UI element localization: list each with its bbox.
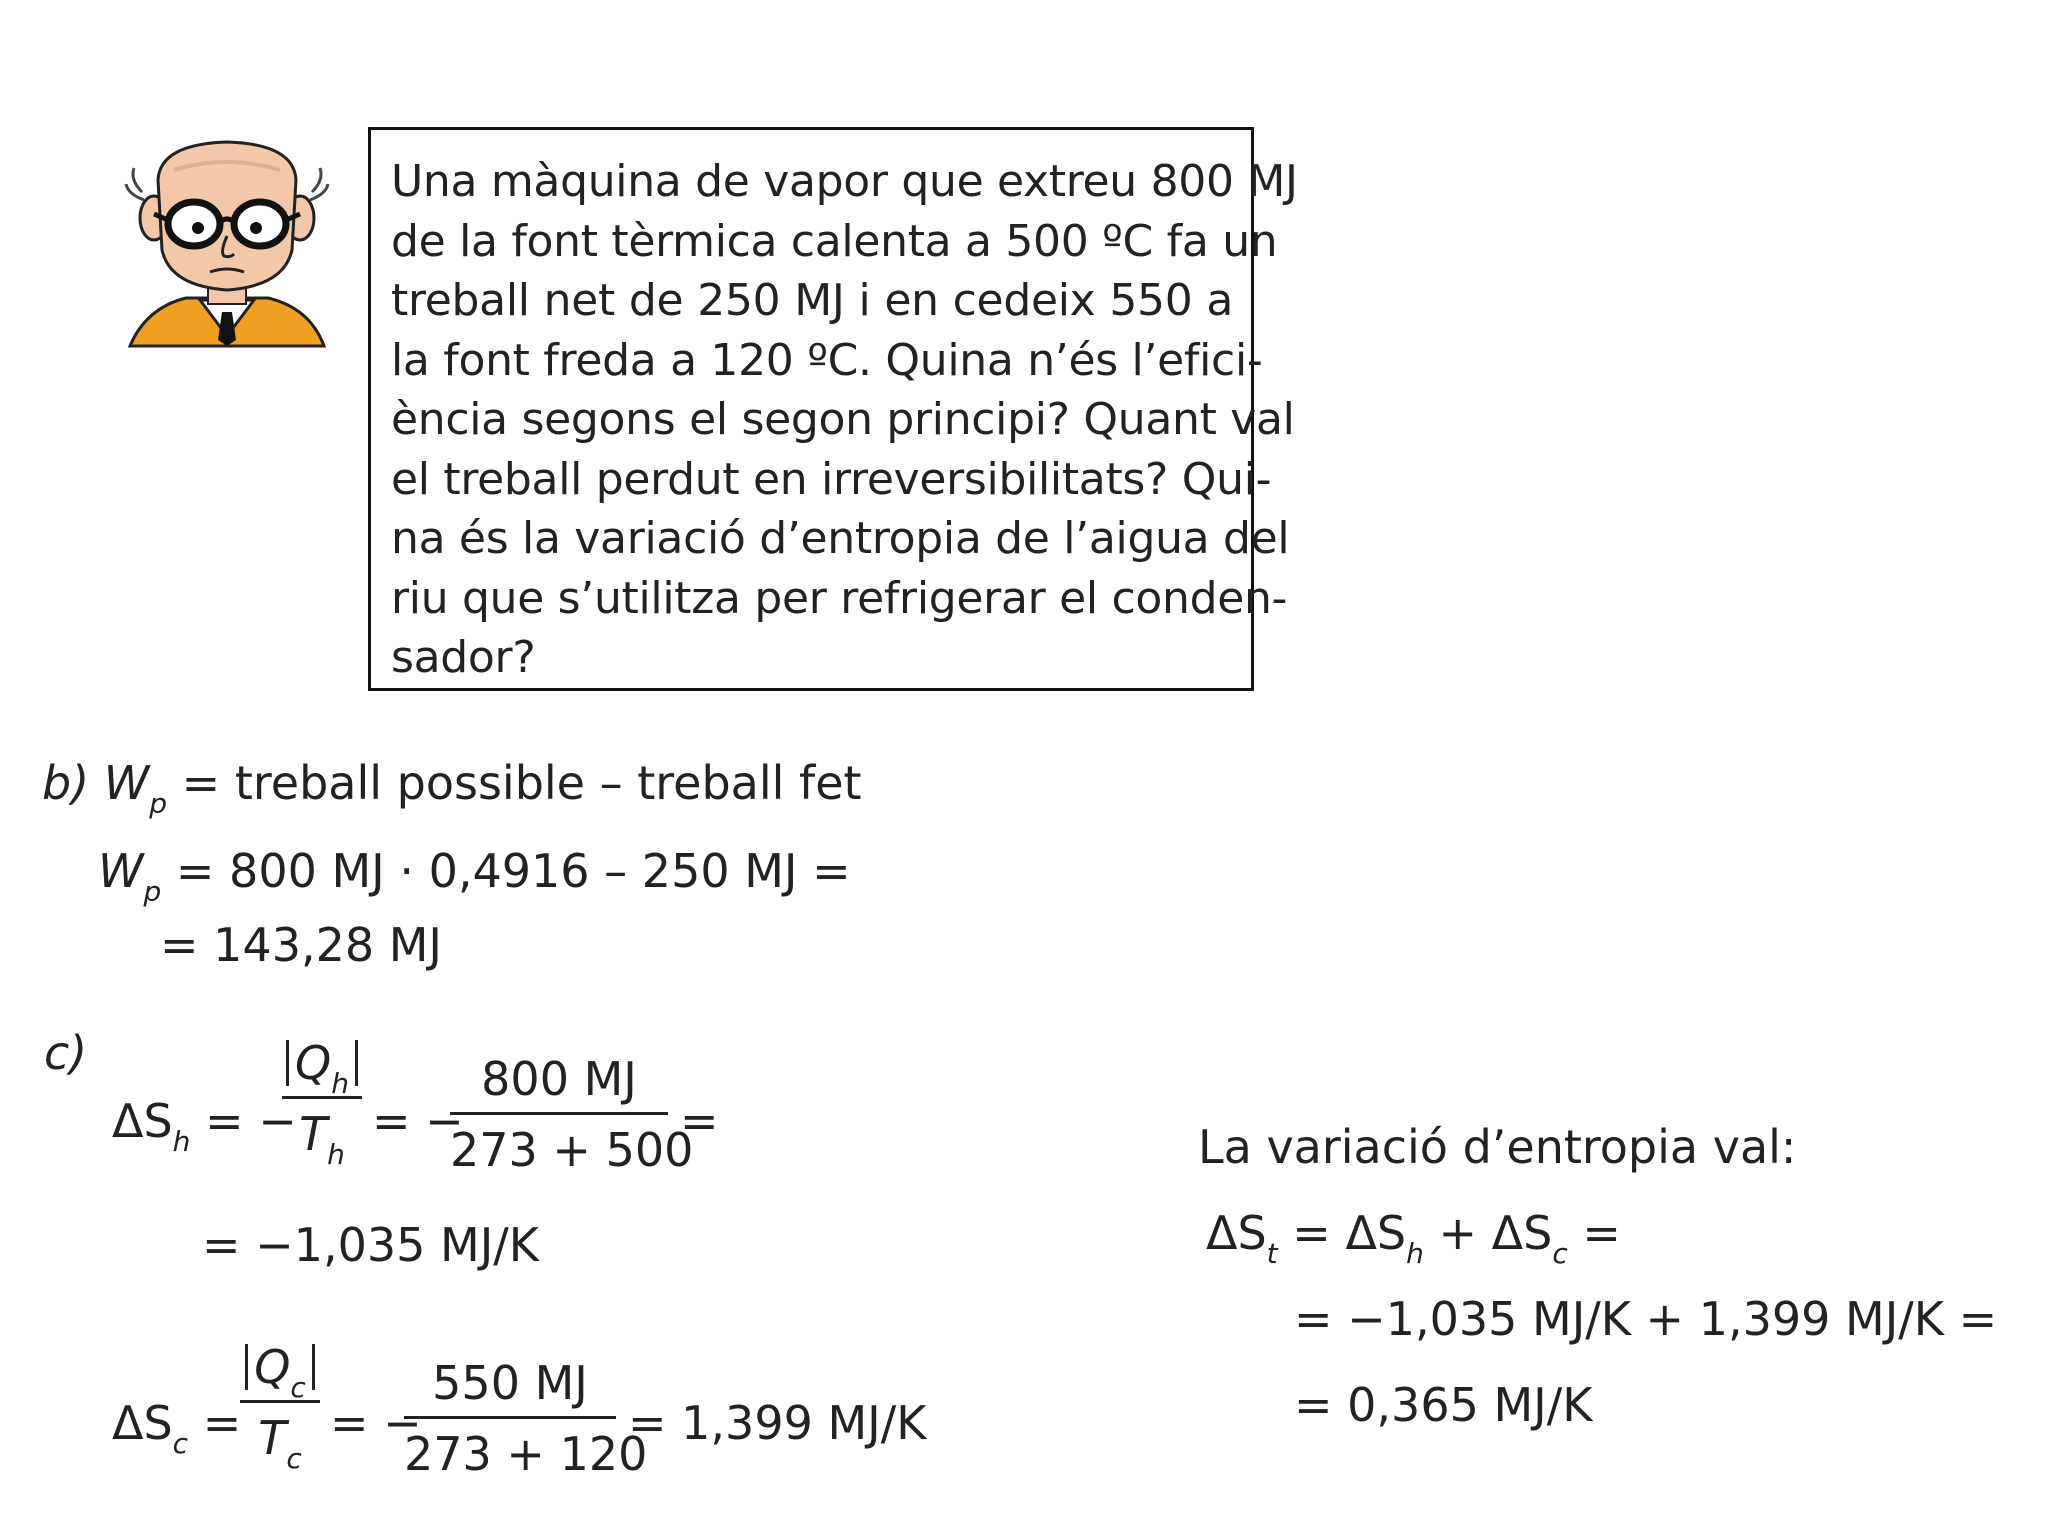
part-b-calculation: = 800 MJ · 0,4916 – 250 MJ = [175,844,851,898]
fraction-qh-over-th [282,1036,362,1171]
fraction-550-over-393 [404,1356,648,1481]
temperature-symbol: T [258,1411,287,1465]
delta-s-symbol: ΔS [1491,1206,1553,1260]
delta-s-symbol: ΔS [112,1094,173,1148]
problem-line: na és la variació d’entropia de l’aigua del [391,513,1290,564]
delta-s-symbol: ΔS [112,1396,173,1450]
equals-sign: = [680,1094,719,1148]
work-variable: W [103,756,150,810]
numerator: 550 MJ [432,1356,588,1410]
denominator: 273 + 120 [404,1427,648,1481]
work-variable: W [98,844,144,898]
denominator: 273 + 500 [450,1123,694,1177]
delta-s-h-result: = −1,035 MJ/K [202,1218,539,1272]
problem-line: ència segons el segon principi? Quant val [391,394,1295,445]
problem-line: de la font tèrmica calenta a 500 ºC fa un [391,215,1278,267]
part-b-line-1 [42,756,862,820]
subscript-h: h [172,1125,191,1158]
fraction-800-over-773 [450,1052,694,1177]
total-entropy-sum [1206,1206,1621,1270]
delta-s-c-lhs [112,1396,242,1460]
total-entropy-label: La variació d’entropia val: [1198,1120,1797,1174]
scientist-avatar [124,140,330,348]
minus-sign: − [383,1396,422,1450]
equals-sign: = [202,1396,242,1450]
subscript-h: h [1406,1237,1424,1270]
minus-sign: − [258,1094,297,1148]
problem-line: el treball perdut en irreversibilitats? Qui- [391,453,1272,505]
part-b-definition: = treball possible – treball fet [181,756,862,810]
delta-s-c-result: = 1,399 MJ/K [628,1396,927,1450]
delta-s-symbol: ΔS [1206,1206,1267,1260]
total-entropy-calculation: = −1,035 MJ/K + 1,399 MJ/K = [1294,1292,1998,1346]
temperature-symbol: T [299,1107,328,1161]
part-b-result: = 143,28 MJ [160,918,442,972]
problem-line: riu que s’utilitza per refrigerar el conden- [391,572,1288,624]
numerator: 800 MJ [481,1052,637,1106]
heat-symbol: Q [254,1340,291,1394]
subscript-h: h [327,1138,345,1171]
equals-sign: = [1292,1206,1331,1260]
work-subscript: p [143,875,162,908]
subscript-c: c [172,1427,189,1460]
problem-line: sador? [391,632,536,683]
total-entropy-result: = 0,365 MJ/K [1294,1378,1593,1432]
part-b-label: b) [42,756,90,810]
subscript-h: h [331,1067,349,1100]
work-subscript: p [149,787,168,820]
subscript-c: c [290,1371,306,1404]
equals-sign: = [205,1094,244,1148]
problem-statement-box [368,127,1298,691]
subscript-c: c [1552,1237,1568,1270]
subscript-t: t [1266,1237,1278,1270]
delta-s-h-lhs [112,1094,297,1158]
delta-s-symbol: ΔS [1345,1206,1407,1260]
heat-symbol: Q [295,1036,332,1090]
part-c-label: c) [44,1026,88,1080]
problem-line: treball net de 250 MJ i en cedeix 550 a [391,275,1233,326]
equals-sign: = [1582,1206,1621,1260]
minus-sign: − [425,1094,464,1148]
fraction-qc-over-tc [240,1340,320,1475]
problem-line: Una màquina de vapor que extreu 800 MJ [391,156,1298,207]
equals-sign: = [372,1094,411,1148]
equals-sign: = [330,1396,369,1450]
part-b-line-2 [98,844,851,908]
subscript-c: c [286,1442,302,1475]
problem-line: la font freda a 120 ºC. Quina n’és l’efici- [391,334,1263,386]
plus-sign: + [1438,1206,1478,1260]
